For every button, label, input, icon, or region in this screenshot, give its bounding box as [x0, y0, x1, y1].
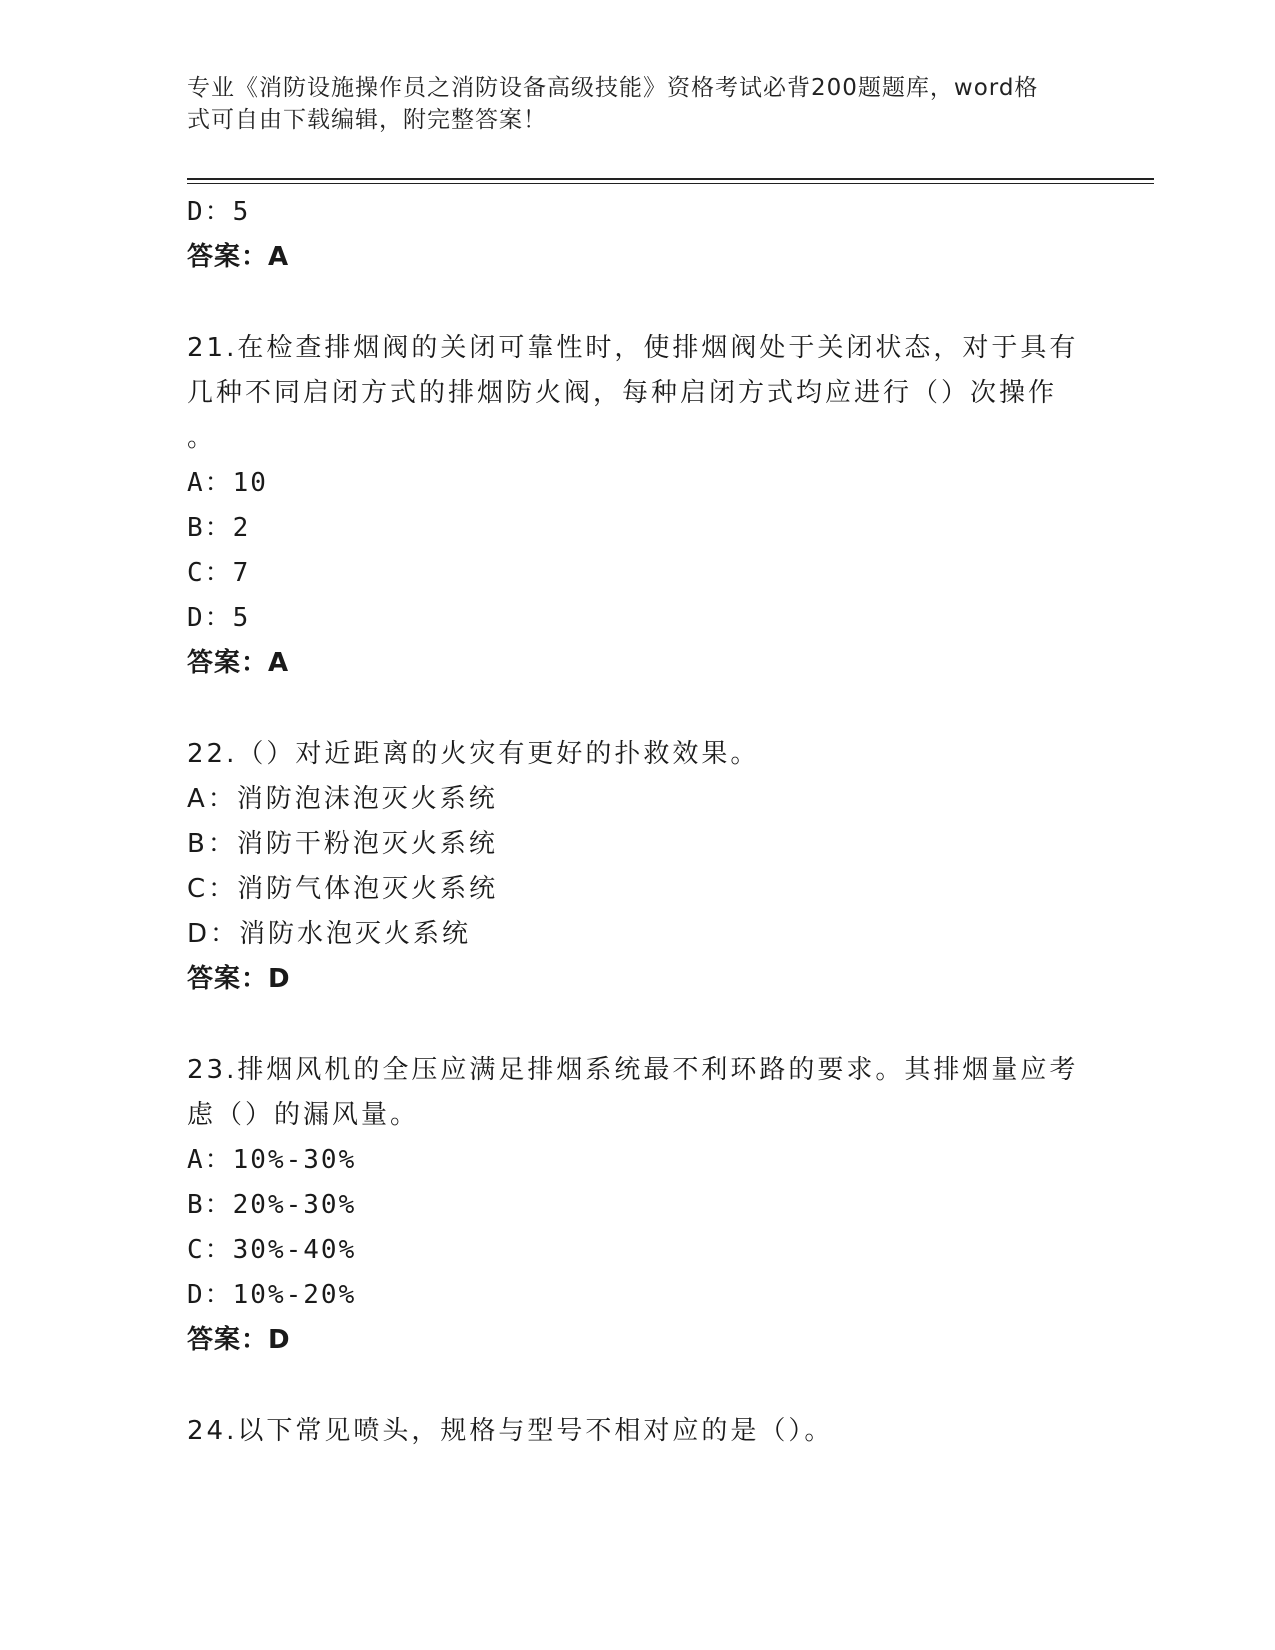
question-21	[187, 326, 1087, 686]
question-stem-line: 。	[187, 423, 214, 453]
answer-label: 答案：D	[187, 964, 291, 994]
option-b: B：消防干粉泡灭火系统	[187, 829, 498, 859]
option-d: D：10%-20%	[187, 1280, 357, 1310]
option-b: B：2	[187, 513, 251, 543]
answer-label: 答案：D	[187, 1325, 291, 1355]
option-d: D：5	[187, 603, 251, 633]
question-24	[187, 1409, 1087, 1454]
option-a: A：10	[187, 468, 268, 498]
header-line-2: 式可自由下载编辑，附完整答案！	[187, 107, 547, 133]
answer-label: 答案：A	[187, 242, 290, 272]
header-divider-thin	[187, 183, 1154, 184]
option-c: C：消防气体泡灭火系统	[187, 874, 499, 904]
question-22	[187, 732, 1087, 1002]
option-d: D：5	[187, 197, 251, 227]
question-23	[187, 1048, 1087, 1363]
header-divider-thick	[187, 178, 1154, 180]
option-a: A：消防泡沫泡灭火系统	[187, 784, 498, 814]
question-stem-line: 虑（）的漏风量。	[187, 1100, 420, 1130]
question-list	[187, 190, 1087, 1454]
question-stem-line: 22.（）对近距离的火灾有更好的扑救效果。	[187, 739, 760, 769]
document-header	[187, 72, 1067, 136]
question-stem-line: 21.在检查排烟阀的关闭可靠性时，使排烟阀处于关闭状态，对于具有	[187, 333, 1079, 363]
question-stem-line: 几种不同启闭方式的排烟防火阀，每种启闭方式均应进行（）次操作	[187, 378, 1058, 408]
option-c: C：7	[187, 558, 251, 588]
question-stem-line: 23.排烟风机的全压应满足排烟系统最不利环路的要求。其排烟量应考	[187, 1055, 1079, 1085]
option-a: A：10%-30%	[187, 1145, 357, 1175]
question-stem-line: 24.以下常见喷头，规格与型号不相对应的是（）。	[187, 1416, 834, 1446]
answer-label: 答案：A	[187, 648, 290, 678]
option-d: D：消防水泡灭火系统	[187, 919, 472, 949]
option-c: C：30%-40%	[187, 1235, 357, 1265]
header-line-1: 专业《消防设施操作员之消防设备高级技能》资格考试必背200题题库，word格	[187, 75, 1039, 101]
option-b: B：20%-30%	[187, 1190, 357, 1220]
